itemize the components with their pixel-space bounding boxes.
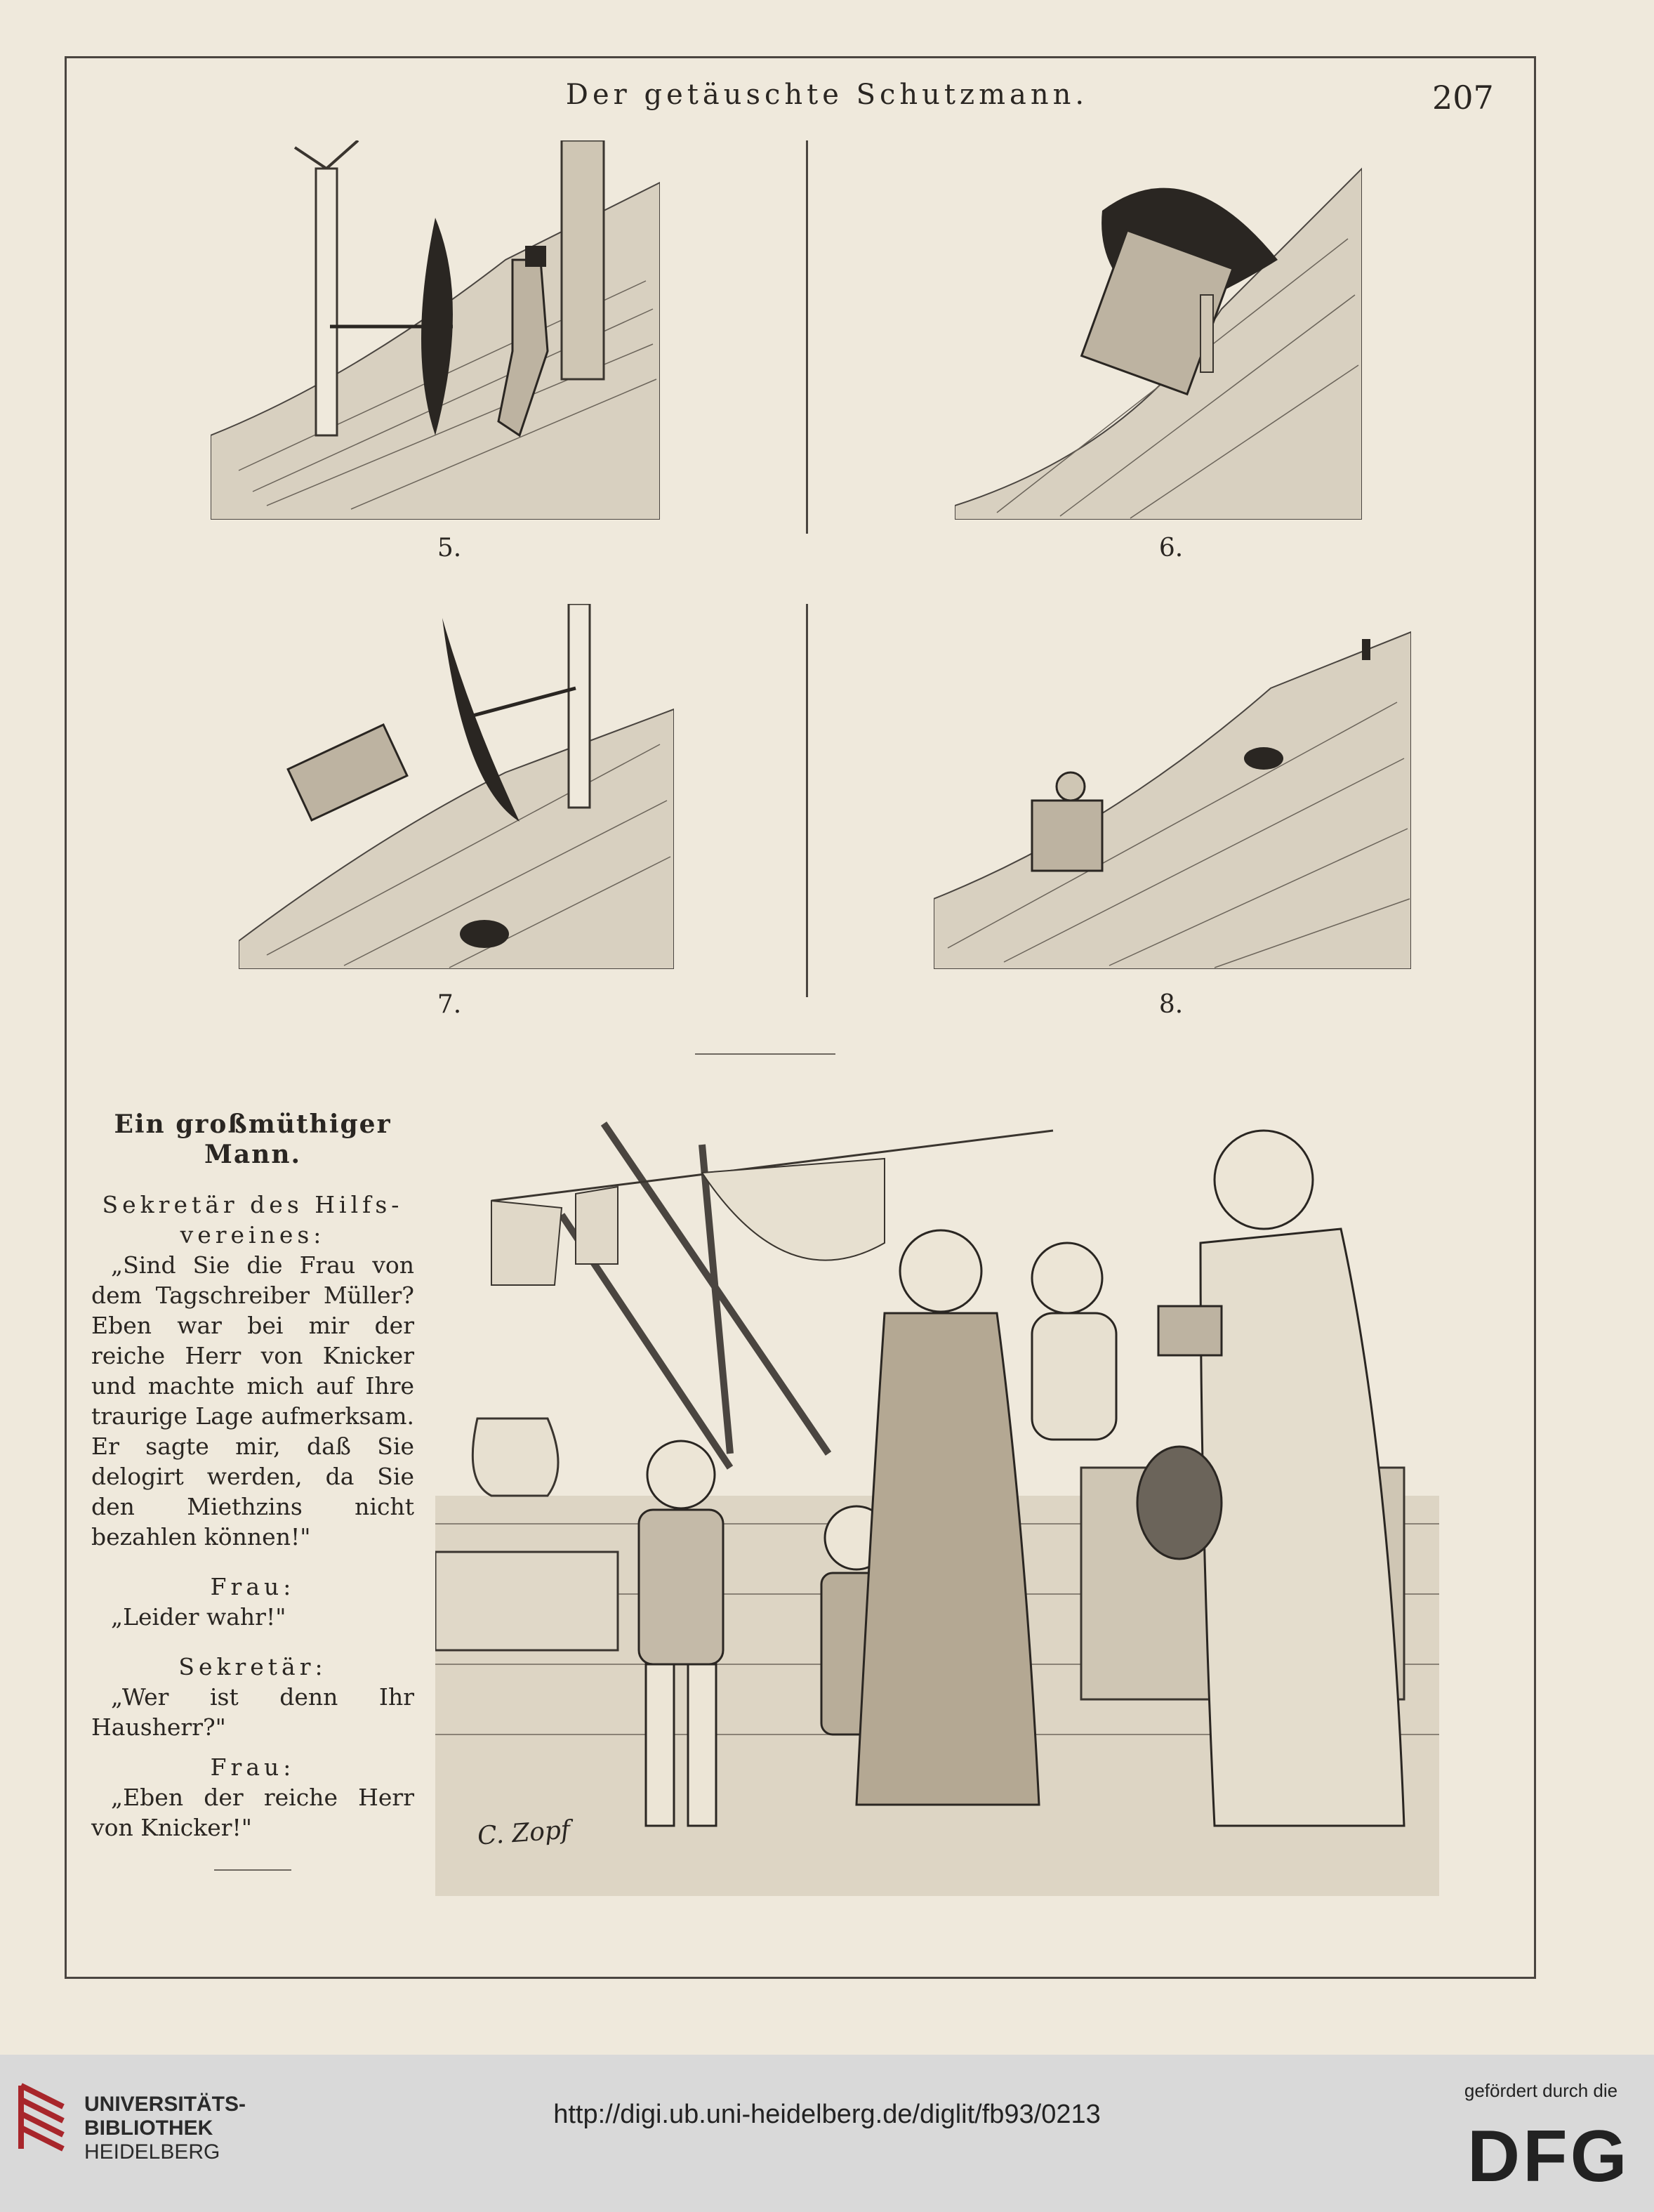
speaker-label: vereines: [180,1221,326,1249]
library-name-line-2: BIBLIOTHEK [84,2116,213,2140]
permalink-url[interactable]: http://digi.ub.uni-heidelberg.de/diglit/fb93/0213 [553,2100,1101,2129]
speaker-label: Frau: [210,1753,296,1781]
panel-6-drawing [955,154,1362,520]
dialogue-end-rule [214,1869,291,1871]
illustration-panel-5 [211,140,660,520]
speaker-label: Sekretär des Hilfs- [102,1191,404,1218]
library-name-line-3: HEIDELBERG [84,2140,220,2164]
panel-6-caption: 6. [1158,534,1184,562]
family-illustration [435,1102,1439,1896]
speech-text: „Leider wahr!" [111,1603,286,1631]
dfg-logo: DFG [1467,2116,1630,2197]
panel-divider-top [806,140,808,534]
section-divider [695,1053,835,1055]
speaker-label: Sekretär: [178,1653,327,1680]
speech-text: „Wer ist denn Ihr Hausherr?" [91,1683,414,1741]
dialogue-title-line-1: Ein großmüthiger [114,1110,392,1139]
dialogue-title-line-2: Mann. [204,1140,302,1169]
illustration-panel-8 [934,618,1411,969]
speech-text: „Eben der reiche Herr von Knicker!" [91,1784,414,1841]
funded-by-label: gefördert durch die [1464,2080,1618,2101]
library-name-line-1: UNIVERSITÄTS- [84,2093,246,2116]
dialogue-column [91,1110,414,1871]
speech-text: „Sind Sie die Frau von dem Tagschreiber Müller? Eben war bei mir der reiche Herr von Knicker und machte mich auf Ihre traurige Lage aufmerksam. Er sagte mir, daß Sie delogirt werden, da Sie den Miethzins nicht bezahlen können!" [91,1251,414,1551]
illustration-panel-6 [955,154,1362,520]
speaker-label: Frau: [210,1573,296,1600]
panel-7-drawing [239,604,674,969]
panel-8-caption: 8. [1158,990,1184,1019]
artist-signature: C. Zopf [476,1815,571,1851]
panel-5-caption: 5. [437,534,462,562]
panel-8-drawing [934,618,1411,969]
illustration-panel-7 [239,604,674,969]
panel-7-caption: 7. [437,990,462,1019]
page-number: 207 [1432,79,1494,117]
family-drawing [435,1102,1439,1896]
panel-divider-bottom [806,604,808,997]
footer-bar [0,2055,1654,2212]
running-title: Der getäuschte Schutzmann. [565,79,1089,111]
panel-5-drawing [211,140,660,520]
